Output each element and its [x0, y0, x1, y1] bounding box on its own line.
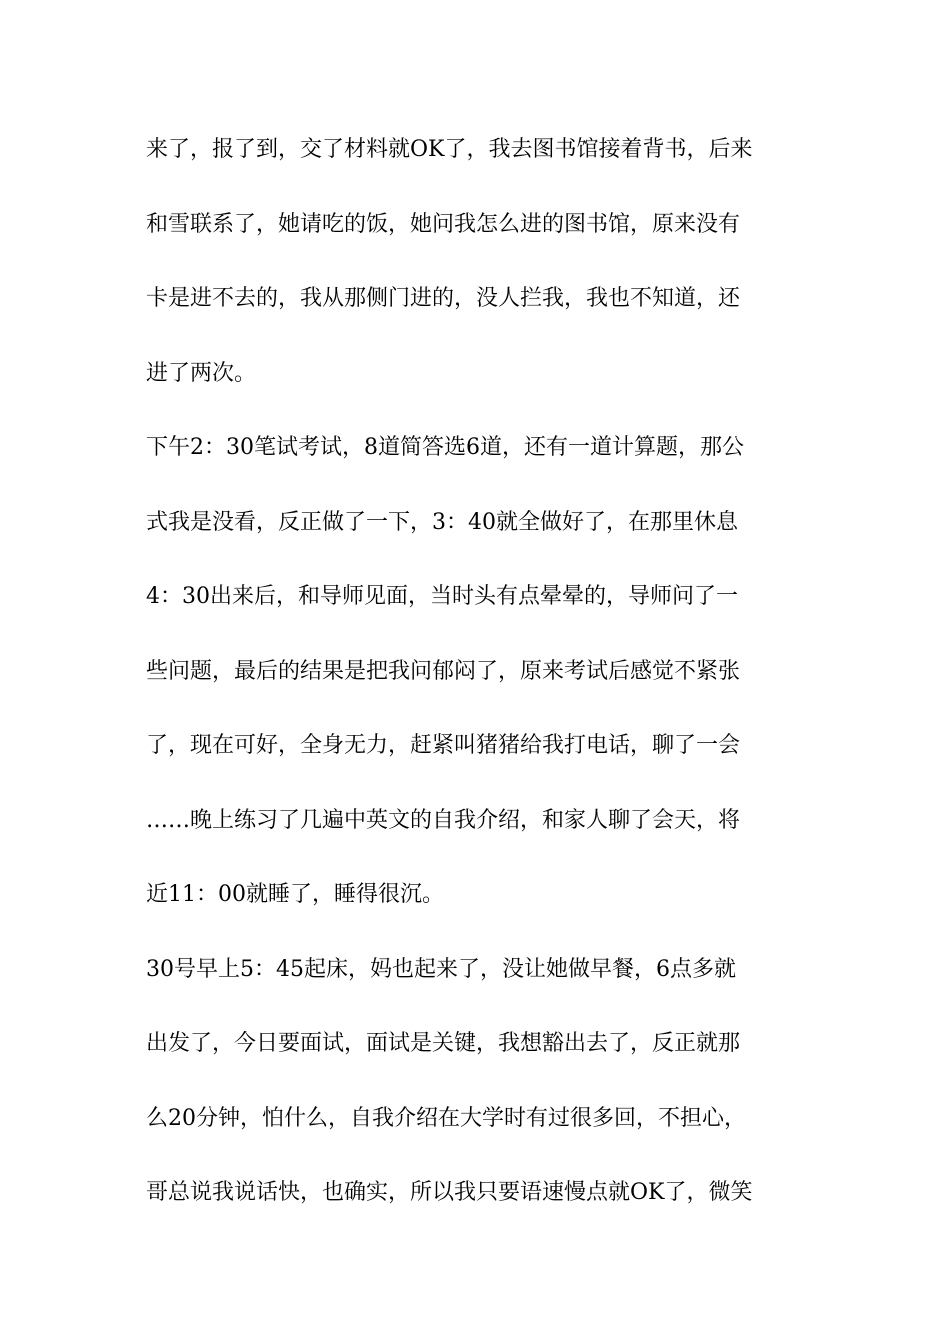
text-line-7: 4：30出来后，和导师见面，当时头有点晕晕的，导师问了一 — [146, 584, 738, 609]
text-line-11: 近11：00就睡了，睡得很沉。 — [146, 882, 444, 907]
text-line-6: 式我是没看，反正做了一下，3：40就全做好了，在那里休息 — [146, 509, 738, 535]
text-line-13: 出发了，今日要面试，面试是关键，我想豁出去了，反正就那 — [146, 1031, 741, 1056]
text-line-4: 进了两次。 — [146, 360, 257, 386]
text-line-12: 30号早上5：45起床，妈也起来了，没让她做早餐，6点多就 — [146, 956, 736, 982]
text-line-5: 下午2：30笔试考试，8道简答选6道，还有一道计算题，那公 — [146, 435, 744, 460]
text-line-10: ……晚上练习了几遍中英文的自我介绍，和家人聊了会天，将 — [146, 807, 741, 833]
document-body — [146, 128, 811, 1246]
text-line-3: 卡是进不去的，我从那侧门进的，没人拦我，我也不知道，还 — [146, 286, 741, 311]
text-line-8: 些问题，最后的结果是把我问郁闷了，原来考试后感觉不紧张 — [146, 658, 741, 684]
text-line-15: 哥总说我说话快，也确实，所以我只要语速慢点就OK了，微笑 — [146, 1180, 753, 1205]
text-line-9: 了，现在可好，全身无力，赶紧叫猪猪给我打电话，聊了一会 — [146, 733, 741, 758]
text-line-14: 么20分钟，怕什么，自我介绍在大学时有过很多回，不担心， — [146, 1105, 746, 1131]
text-line-1: 来了，报了到，交了材料就OK了，我去图书馆接着背书，后来 — [146, 137, 753, 162]
text-line-2: 和雪联系了，她请吃的饭，她问我怎么进的图书馆，原来没有 — [146, 211, 741, 237]
